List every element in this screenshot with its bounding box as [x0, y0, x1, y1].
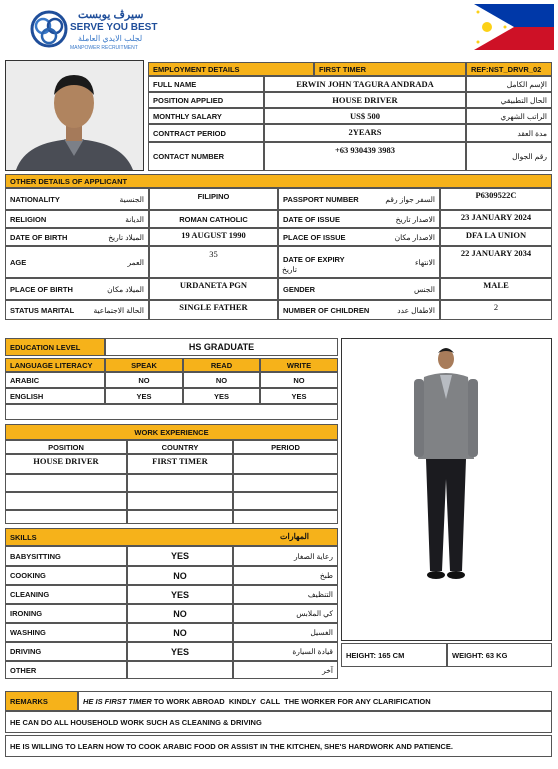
skill-value: YES	[127, 642, 233, 661]
skill-label: DRIVING	[5, 642, 127, 661]
read-header: READ	[183, 358, 260, 372]
work-empty-row-3c	[233, 510, 338, 524]
contract-period-value: 2YEARS	[264, 124, 466, 142]
remarks-line-1-rest: TO WORK ABROAD KINDLY CALL THE WORKER FOR ANY CLARIFICATION	[151, 696, 431, 706]
skill-arabic: رعاية الصغار	[233, 546, 338, 566]
arabic-read: NO	[183, 372, 260, 388]
education-level-value: HS GRADUATE	[105, 338, 338, 356]
place-of-birth-label: PLACE OF BIRTH	[5, 278, 85, 300]
passport-number-value: P6309522C	[440, 188, 552, 210]
monthly-salary-arabic: الراتب الشهري	[466, 108, 552, 124]
other-details-header: OTHER DETAILS OF APPLICANT	[5, 174, 552, 188]
number-of-children-label: NUMBER OF CHILDREN	[278, 300, 370, 320]
marital-status-value: SINGLE FATHER	[149, 300, 278, 320]
skill-label: COOKING	[5, 566, 127, 585]
skill-value: YES	[127, 585, 233, 604]
date-of-expiry-arabic-2: تاريخ	[282, 265, 297, 274]
date-of-birth-arabic: الميلاد تاريخ	[85, 228, 149, 246]
place-of-issue-arabic: الاصدار مكان	[370, 228, 440, 246]
work-empty-row-2c	[233, 492, 338, 510]
arabic-write: NO	[260, 372, 338, 388]
work-empty-row-1c	[233, 474, 338, 492]
skills-header: SKILLS	[5, 528, 338, 546]
skill-value: YES	[127, 546, 233, 566]
skill-arabic: التنظيف	[233, 585, 338, 604]
work-empty-row-3a	[5, 510, 127, 524]
contract-period-label: CONTRACT PERIOD	[148, 124, 264, 142]
work-empty-row-2b	[127, 492, 233, 510]
skill-arabic: الغسيل	[233, 623, 338, 642]
date-of-birth-value: 19 AUGUST 1990	[149, 228, 278, 246]
skill-value: NO	[127, 566, 233, 585]
logo-arabic: سيرڤ يوبست	[78, 9, 144, 21]
remarks-line-3: HE IS WILLING TO LEARN HOW TO COOK ARABIC FOOD OR ASSIST IN THE KITCHEN, SHE'S HARDWORK AND PATIENCE.	[5, 735, 552, 757]
skill-arabic: طبخ	[233, 566, 338, 585]
full-name-label: FULL NAME	[148, 76, 264, 92]
language-literacy-label: LANGUAGE LITERACY	[5, 358, 105, 372]
skill-arabic: آخر	[233, 661, 338, 679]
place-of-birth-arabic: الميلاد مكان	[85, 278, 149, 300]
language-empty-row	[5, 404, 338, 420]
remarks-label: REMARKS	[5, 691, 78, 711]
passport-number-arabic: السفر جواز رقم	[370, 188, 440, 210]
work-period-header: PERIOD	[233, 440, 338, 454]
work-empty-row-1b	[127, 474, 233, 492]
skill-label: WASHING	[5, 623, 127, 642]
logo-emblem-icon	[30, 10, 68, 48]
work-empty-row-1a	[5, 474, 127, 492]
education-level-label: EDUCATION LEVEL	[5, 338, 105, 356]
logo-arabic-sub: لجلب الايدي العاملة	[78, 34, 143, 43]
english-language-label: ENGLISH	[5, 388, 105, 404]
date-of-birth-label: DATE OF BIRTH	[5, 228, 85, 246]
skill-label: CLEANING	[5, 585, 127, 604]
reference-number: REF:NST_DRVR_02	[466, 62, 552, 76]
english-read: YES	[183, 388, 260, 404]
religion-arabic: الديانة	[85, 210, 149, 228]
contact-number-arabic: رقم الجوال	[466, 142, 552, 171]
marital-status-arabic: الحالة الاجتماعية	[85, 300, 149, 320]
work-position-value: HOUSE DRIVER	[5, 454, 127, 474]
skills-header-arabic: المهارات	[280, 532, 310, 541]
work-position-header: POSITION	[5, 440, 127, 454]
place-of-birth-value: URDANETA PGN	[149, 278, 278, 300]
english-speak: YES	[105, 388, 183, 404]
arabic-speak: NO	[105, 372, 183, 388]
gender-arabic: الجنس	[370, 278, 440, 300]
portrait-image	[6, 61, 143, 170]
date-of-expiry-value: 22 JANUARY 2034	[440, 246, 552, 278]
speak-header: SPEAK	[105, 358, 183, 372]
employment-details-header: EMPLOYMENT DETAILS	[148, 62, 314, 76]
position-applied-value: HOUSE DRIVER	[264, 92, 466, 108]
full-name-arabic: الإسم الكامل	[466, 76, 552, 92]
skill-value: NO	[127, 623, 233, 642]
age-value: 35	[149, 246, 278, 278]
religion-value: ROMAN CATHOLIC	[149, 210, 278, 228]
monthly-salary-label: MONTHLY SALARY	[148, 108, 264, 124]
contact-number-value: +63 930439 3983	[264, 142, 466, 171]
age-label: AGE	[5, 246, 85, 278]
work-country-header: COUNTRY	[127, 440, 233, 454]
work-country-value: FIRST TIMER	[127, 454, 233, 474]
date-of-issue-arabic: الاصدار تاريخ	[370, 210, 440, 228]
weight-value: WEIGHT: 63 KG	[447, 643, 552, 667]
full-body-image	[342, 339, 551, 640]
applicant-photo	[5, 60, 144, 171]
place-of-issue-value: DFA LA UNION	[440, 228, 552, 246]
arabic-language-label: ARABIC	[5, 372, 105, 388]
nationality-label: NATIONALITY	[5, 188, 85, 210]
date-of-expiry-label: DATE OF EXPIRY	[278, 246, 370, 278]
religion-label: RELIGION	[5, 210, 85, 228]
work-experience-header: WORK EXPERIENCE	[5, 424, 338, 440]
age-arabic: العمر	[85, 246, 149, 278]
gender-value: MALE	[440, 278, 552, 300]
date-of-expiry-arabic: الانتهاء	[370, 246, 440, 278]
logo-name: SERVE YOU BEST	[70, 22, 158, 33]
height-value: HEIGHT: 165 CM	[341, 643, 447, 667]
english-write: YES	[260, 388, 338, 404]
marital-status-label: STATUS MARITAL	[5, 300, 85, 320]
full-name-value: ERWIN JOHN TAGURA ANDRADA	[264, 76, 466, 92]
gender-label: GENDER	[278, 278, 370, 300]
nationality-value: FILIPINO	[149, 188, 278, 210]
date-of-issue-label: DATE OF ISSUE	[278, 210, 370, 228]
remarks-line-1	[78, 691, 552, 711]
nationality-arabic: الجنسية	[85, 188, 149, 210]
employment-status: FIRST TIMER	[314, 62, 466, 76]
position-applied-arabic: الحال التطبيقي	[466, 92, 552, 108]
date-of-issue-value: 23 JANUARY 2024	[440, 210, 552, 228]
full-body-photo	[341, 338, 552, 641]
skill-arabic: كي الملابس	[233, 604, 338, 623]
position-applied-label: POSITION APPLIED	[148, 92, 264, 108]
skill-value: NO	[127, 604, 233, 623]
skill-label: OTHER	[5, 661, 127, 679]
work-empty-row-3b	[127, 510, 233, 524]
philippines-flag-icon	[474, 4, 554, 50]
contract-period-arabic: مدة العقد	[466, 124, 552, 142]
work-period-value	[233, 454, 338, 474]
number-of-children-value: 2	[440, 300, 552, 320]
skill-label: IRONING	[5, 604, 127, 623]
skill-value	[127, 661, 233, 679]
work-empty-row-2a	[5, 492, 127, 510]
remarks-first-timer-emphasis: HE IS FIRST TIMER	[83, 696, 152, 706]
skill-arabic: قيادة السيارة	[233, 642, 338, 661]
company-logo	[30, 8, 160, 53]
contact-number-label: CONTACT NUMBER	[148, 142, 264, 171]
logo-sub: MANPOWER RECRUITMENT	[70, 45, 138, 51]
passport-number-label: PASSPORT NUMBER	[278, 188, 370, 210]
remarks-line-2: HE CAN DO ALL HOUSEHOLD WORK SUCH AS CLEANING & DRIVING	[5, 711, 552, 733]
monthly-salary-value: US$ 500	[264, 108, 466, 124]
write-header: WRITE	[260, 358, 338, 372]
place-of-issue-label: PLACE OF ISSUE	[278, 228, 370, 246]
number-of-children-arabic: الاطفال عدد	[370, 300, 440, 320]
skill-label: BABYSITTING	[5, 546, 127, 566]
